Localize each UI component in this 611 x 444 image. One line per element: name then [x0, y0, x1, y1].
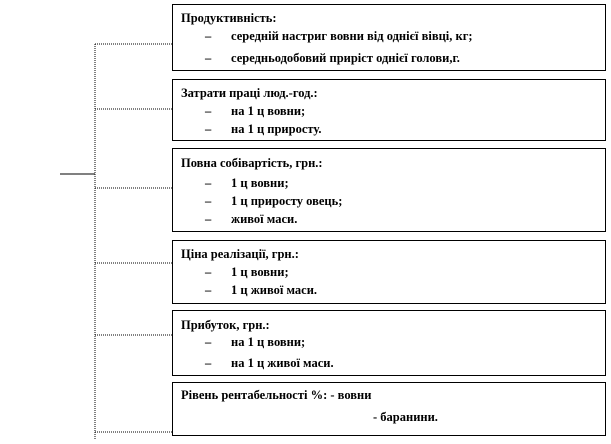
box-labor-costs: [172, 79, 606, 141]
list-item: - баранини.: [373, 410, 438, 424]
box-title: Затрати праці люд.-год.:: [181, 86, 318, 100]
list-item: – середньодобовий приріст однієї голови,г.: [205, 51, 460, 65]
list-item: – живої маси.: [205, 212, 298, 226]
box-title: Повна собівартість, грн.:: [181, 156, 323, 170]
list-item: – на 1 ц вовни;: [205, 335, 306, 349]
list-item: – середній настриг вовни від однієї вівці, кг;: [205, 29, 473, 43]
box-title: Рівень рентабельності %: - вовни: [181, 388, 372, 402]
list-item: – на 1 ц вовни;: [205, 104, 306, 118]
box-profit: [172, 310, 606, 376]
box-title: Ціна реалізації, грн.:: [181, 247, 299, 261]
list-item: – 1 ц приросту овець;: [205, 194, 343, 208]
box-title: Прибуток, грн.:: [181, 318, 270, 332]
box-full-cost: [172, 148, 606, 232]
list-item: – 1 ц живої маси.: [205, 283, 318, 297]
box-title: Продуктивність:: [181, 11, 277, 25]
list-item: – на 1 ц приросту.: [205, 122, 322, 136]
box-productivity: [172, 4, 606, 71]
list-item: – на 1 ц живої маси.: [205, 356, 334, 370]
box-sale-price: [172, 240, 606, 304]
list-item: – 1 ц вовни;: [205, 265, 289, 279]
box-profitability: [172, 382, 606, 436]
list-item: – 1 ц вовни;: [205, 176, 289, 190]
